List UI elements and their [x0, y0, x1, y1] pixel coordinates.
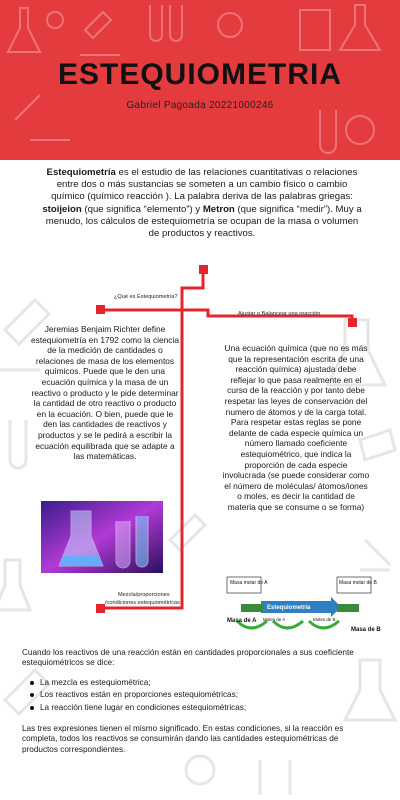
svg-text:Moles de A: Moles de A: [263, 617, 286, 622]
label-que-es: ¿Qué es Estequiometria?: [114, 294, 178, 300]
intro-term: Estequiometría: [46, 167, 116, 178]
chemical-equation-explanation: Una ecuación química (que no es más que la representación escrita de una reacción química) ajustada debe reflejar lo que pasa realmente en el curso de la reacción y por tanto debe respetar las leyes de conservación del numero de átomos y de la carga total. Para respetar estas reglas se pone delante de cada especie química un número llamado coeficiente estequiométrico, que indica la proporción de cada especie involucrada (se puede considerar como el número de moléculas/ átomos/iones o moles, es decir la cantidad de materia que se consume o se forma): [222, 343, 370, 512]
label-ajustar: Ajustar o Balancear una reacción: [238, 311, 321, 317]
author-line: Gabriel Pagoada 20221000246: [126, 100, 274, 111]
label-mezcla-2: /condiciones estequiométricas: [105, 600, 180, 606]
node-bottom: [96, 604, 105, 613]
svg-text:Masa de B: Masa de B: [351, 627, 381, 633]
list-item: La reacción tiene lugar en condiciones estequiométricas;: [28, 703, 372, 713]
svg-text:Masa de A: Masa de A: [227, 618, 257, 624]
intro-paragraph: Estequiometría es el estudio de las relaciones cuantitativas o relaciones entre dos o más sustancias se someten a un cambio físico o cambio químico (químico reacción ). La palabra deriva de las palabras griegas: stoijeion (que significa “elemento”) y Metron (que significa “medir”). Muy a menudo, los cálculos de estequiometría se ocupan de la masa o volumen de productos y reactivos.: [42, 167, 362, 240]
intro-word-stoijeion: stoijeion: [42, 203, 82, 215]
richter-definition: Jeremias Benjaim Richter define estequiometría en 1792 como la ciencia de la medición de cantidades o relaciones de masa de los elementos químicos. Puede que le den una ecuación química y la masa de un reactivo o producto y le pide determinar la cantidad de otro reactivo o producto en la ecuación. O bien, puede que le den las cantidades de reactivos y productos y se le pedirá a escribir la ecuación equilibrada que se adapte a las matemáticas.: [30, 324, 180, 462]
svg-text:Moles de B: Moles de B: [313, 617, 336, 622]
node-top: [199, 265, 208, 274]
conditions-list: [28, 678, 372, 713]
stoichiometry-diagram: [225, 577, 381, 637]
list-item: Los reactivos están en proporciones estequiométricas;: [28, 690, 372, 700]
node-right: [348, 318, 357, 327]
conclusion-outro: Las tres expresiones tienen el mismo significado. En estas condiciones, si la reacción es completa, todos los reactivos se consumirán dando las cantidades estequiométricas de productos correspondientes.: [22, 724, 344, 754]
page-title: ESTEQUIOMETRIA: [57, 58, 342, 91]
node-left: [96, 305, 105, 314]
lab-glassware-photo: [41, 501, 163, 573]
conclusion-section: [22, 648, 372, 764]
connector-line-left: [100, 271, 203, 310]
svg-text:Estequiometría: Estequiometría: [267, 605, 311, 611]
list-item: La mezcla es estequiométrica;: [28, 678, 372, 688]
label-mezcla-1: Mezcla/proporciones: [118, 592, 170, 598]
conclusion-intro: Cuando los reactivos de una reacción están en cantidades proporcionales a sus coeficiente estequiométricos se dice:: [22, 648, 354, 668]
intro-word-metron: Metron: [202, 203, 235, 215]
svg-text:Masa molar de B: Masa molar de B: [339, 580, 377, 586]
svg-text:Masa molar de A: Masa molar de A: [230, 580, 268, 586]
